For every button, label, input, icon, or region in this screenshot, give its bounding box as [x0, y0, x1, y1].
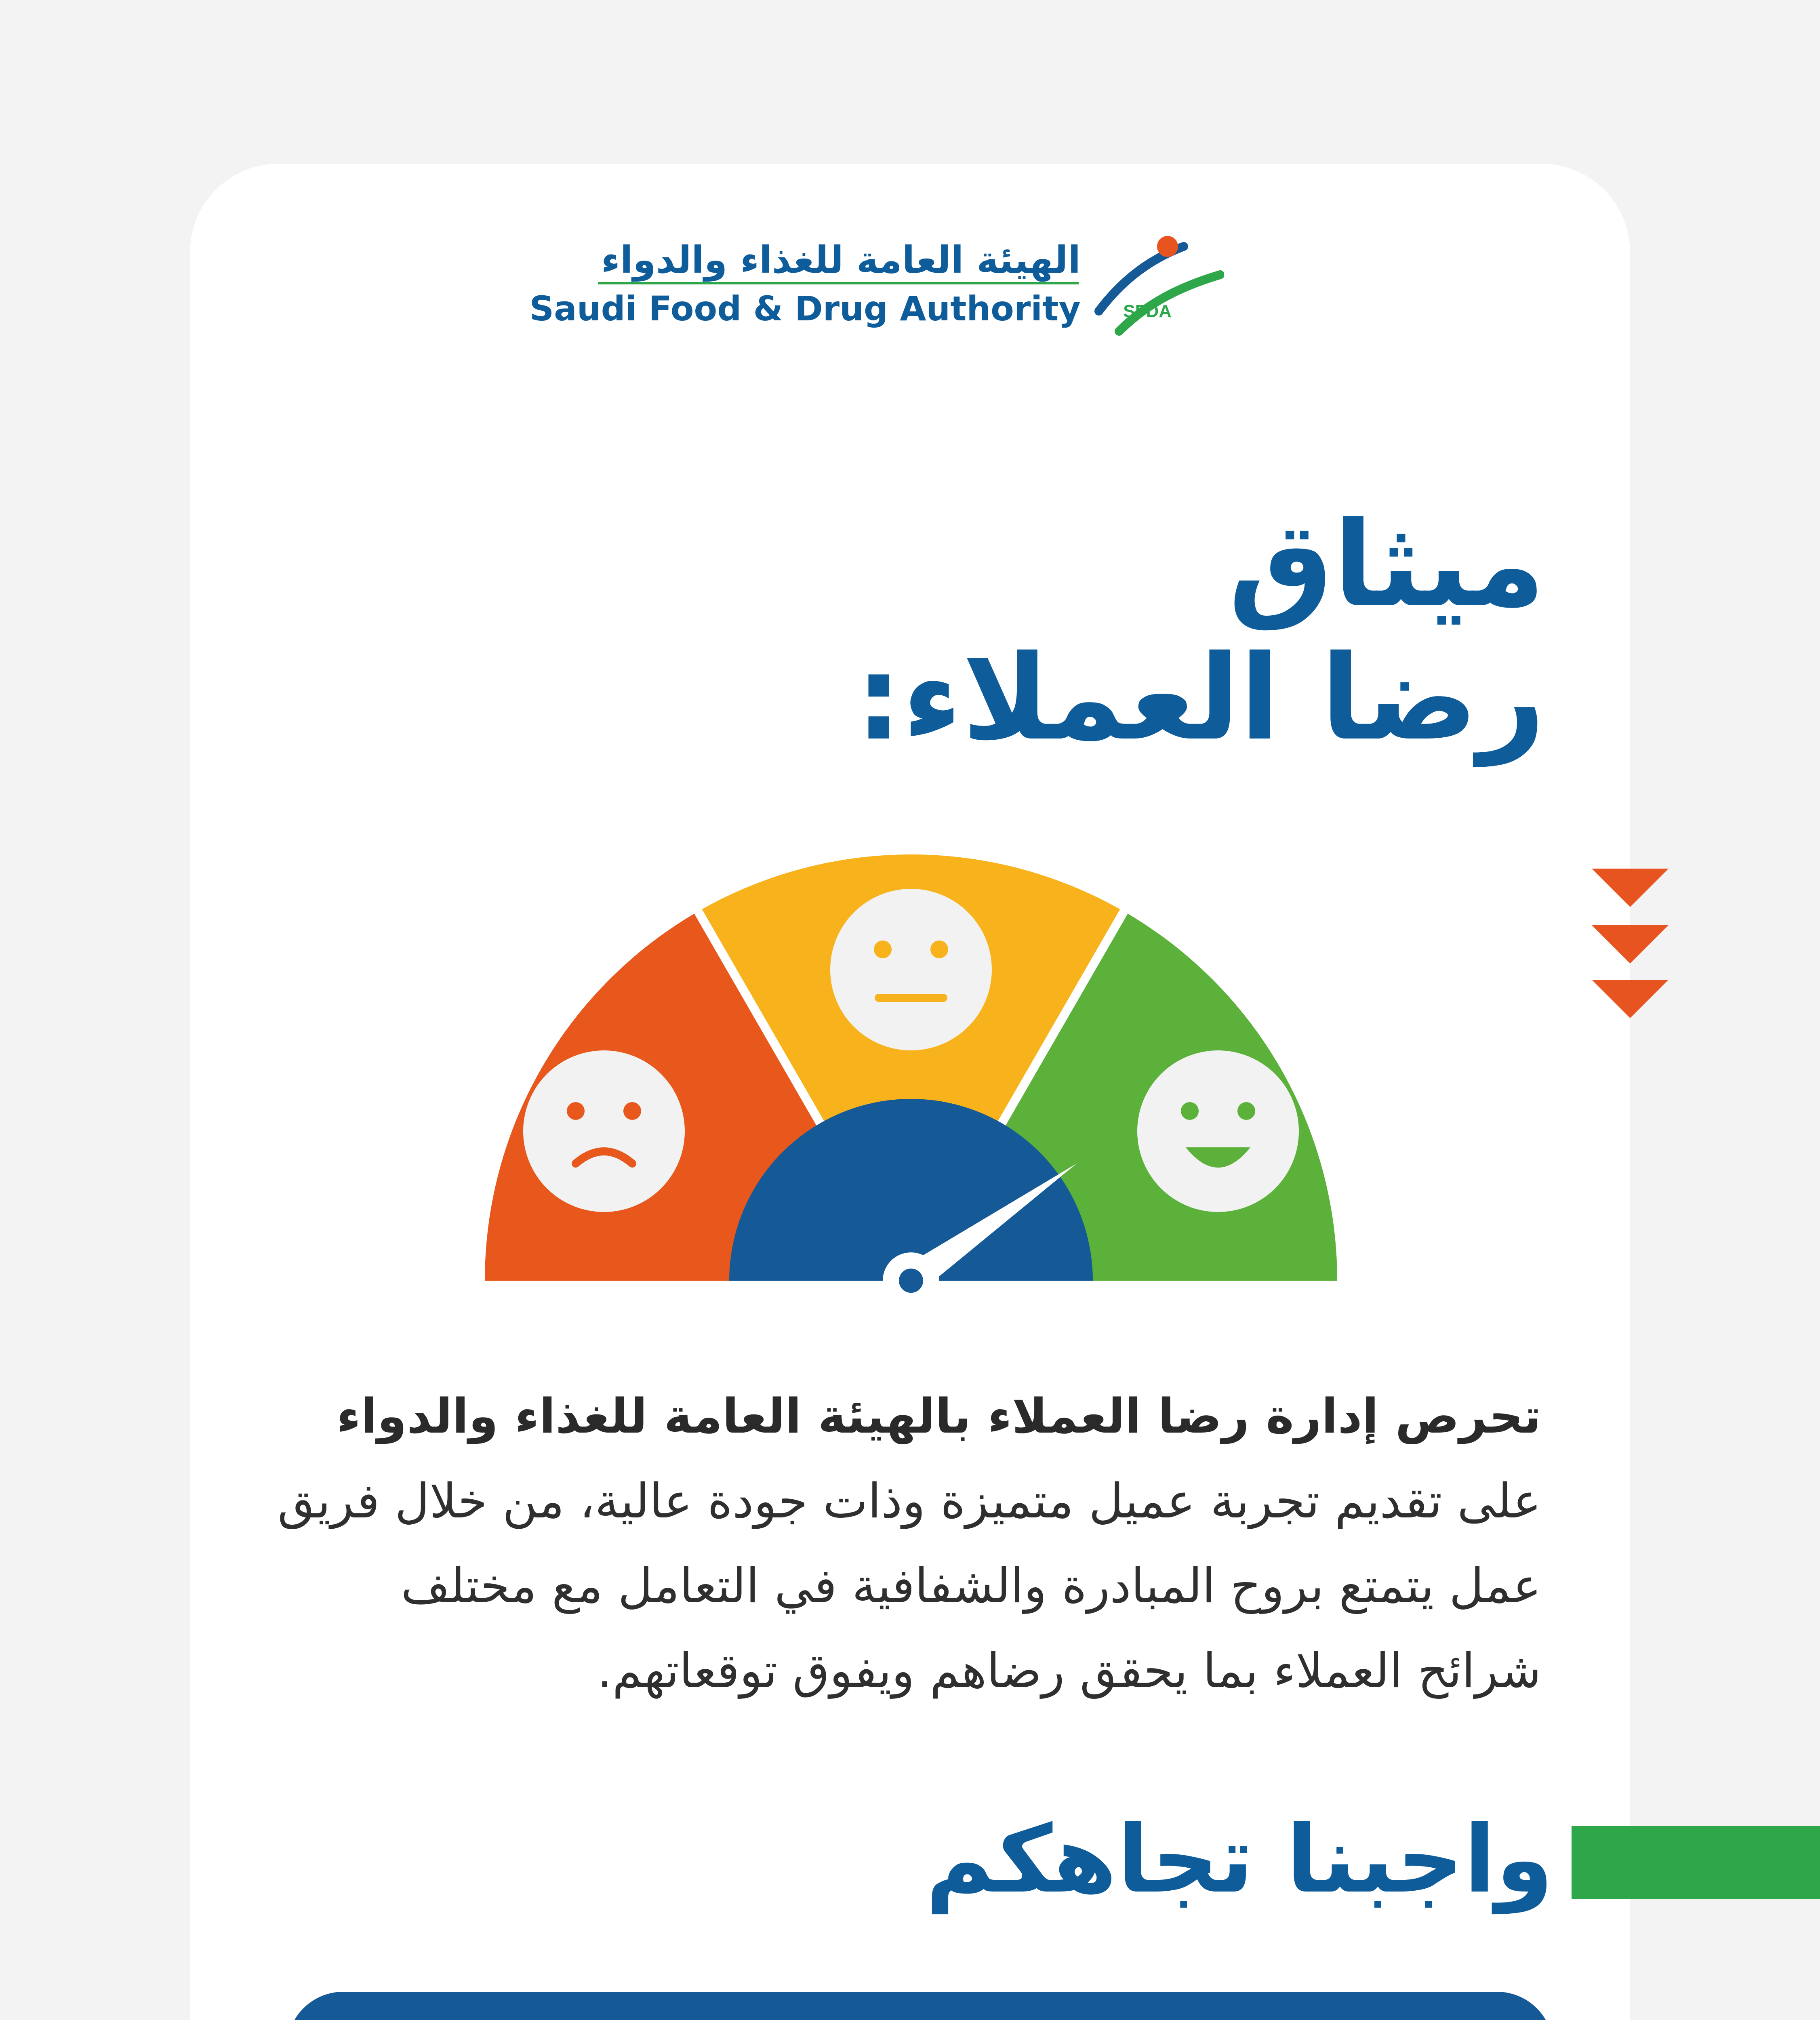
intro-bold: تحرص إدارة رضا العملاء بالهيئة العامة للغذاء والدواء [336, 1388, 1541, 1444]
intro-paragraph [277, 1374, 1541, 1713]
triangle-down-icon [1592, 925, 1669, 964]
page-title-line2: رضا العملاء: [855, 630, 1545, 766]
sad-face-icon [523, 1050, 685, 1212]
triangle-down-icon [1592, 980, 1669, 1018]
satisfaction-gauge [477, 848, 1345, 1313]
intro-rest: على تقديم تجربة عميل متميزة وذات جودة عالية، من خلال فريق عمل يتمتع بروح المبادرة والشفافية في التعامل مع مختلف شرائح العملاء بما يحقق رضاهم ويفوق توقعاتهم. [278, 1473, 1541, 1698]
svg-text:SFDA: SFDA [1123, 301, 1172, 321]
logo-arabic-name: الهيئة العامة للغذاء والدواء [601, 238, 1081, 282]
logo-divider [598, 282, 1079, 284]
happy-face-icon [1137, 1050, 1299, 1212]
triangle-down-icon [1592, 869, 1669, 907]
sfda-logo-icon [1091, 230, 1224, 339]
page-title-line1: ميثاق [1228, 497, 1545, 633]
logo-english-name: Saudi Food & Drug Authority [529, 289, 1081, 328]
presence-card [287, 1992, 1553, 2020]
neutral-face-icon [830, 889, 992, 1050]
section-title: واجبنا تجاهكم [926, 1806, 1553, 1914]
section-accent-bar [1572, 1826, 1820, 1899]
